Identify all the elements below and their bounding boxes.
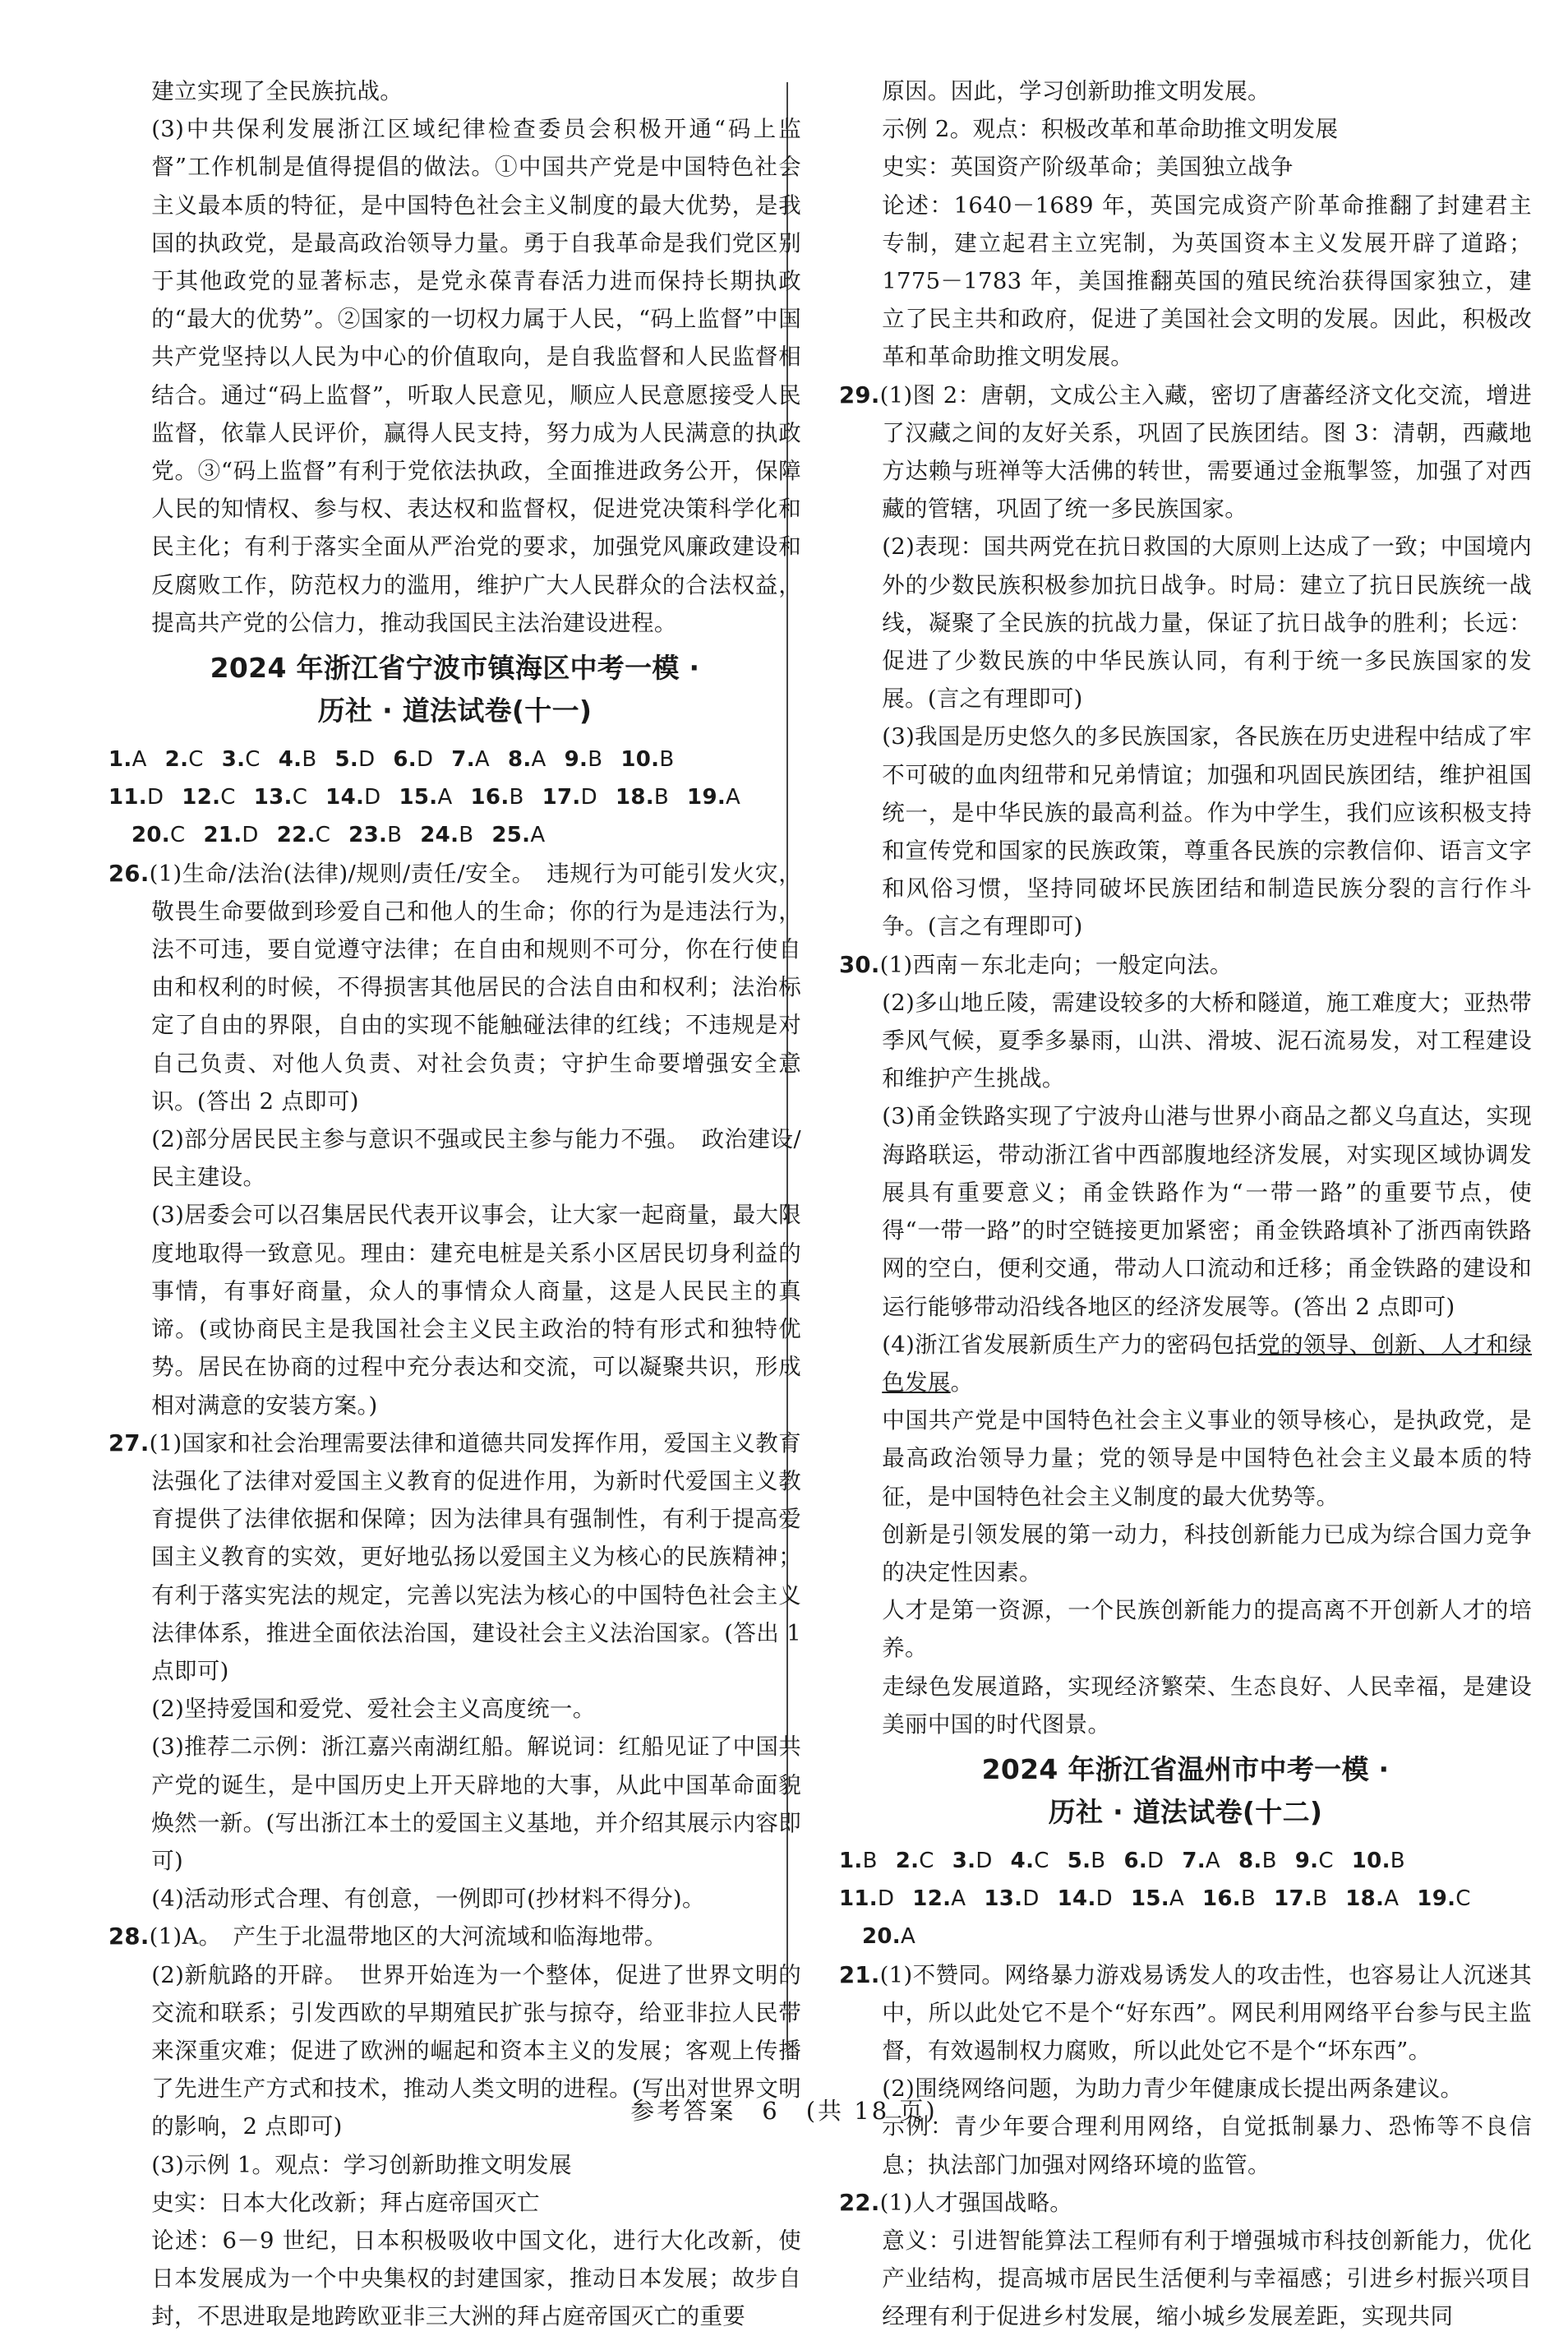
mc-choice: D	[1095, 1886, 1113, 1912]
mc-number: 4.	[278, 747, 302, 773]
mc-number: 10.	[620, 747, 660, 773]
question-number: 26.	[108, 860, 150, 887]
mc-number: 20.	[862, 1924, 901, 1950]
mc-number: 15.	[1130, 1886, 1169, 1912]
paragraph: (2)坚持爱国和爱党、爱社会主义高度统一。	[151, 1696, 596, 1723]
mc-choice: D	[242, 823, 259, 848]
mc-number: 7.	[1182, 1848, 1206, 1873]
mc-choice: A	[726, 785, 741, 810]
mc-choice: D	[364, 785, 381, 810]
answer-row	[839, 1842, 1532, 1880]
mc-answer	[491, 816, 545, 854]
mc-choice: B	[659, 747, 675, 773]
paragraph: (3)甬金铁路实现了宁波舟山港与世界小商品之都义乌直达，实现海路联运，带动浙江省中西部腹地经济发展，对实现区域协调发展具有重要意义；甬金铁路作为“一带一路”的重要节点，使得“一带一路”的时空链接更加紧密；甬金铁路填补了浙西南铁路网的空白，便利交通，带动人口流动和迁移；甬金铁路的建设和运行能够带动沿线各地区的经济发展等。(答出 2 点即可)	[882, 1103, 1532, 1320]
mc-choice: C	[1034, 1848, 1049, 1873]
mc-number: 9.	[564, 747, 588, 773]
exam-subtitle: 历社 · 道法试卷(十二)	[1048, 1795, 1323, 1828]
mc-choice: C	[1455, 1886, 1471, 1912]
paragraph: 走绿色发展道路，实现经济繁荣、生态良好、人民幸福，是建设美丽中国的时代图景。	[882, 1673, 1532, 1738]
mc-answer	[912, 1880, 966, 1918]
underlined-text: 党的领导、创新、人才和绿色发展	[882, 1331, 1532, 1396]
text: (4)浙江省发展新质生产力的密码包括	[882, 1331, 1258, 1358]
mc-answer	[325, 778, 380, 816]
mc-answer	[839, 1880, 894, 1918]
mc-choice: C	[919, 1848, 934, 1873]
paragraph: 史实：英国资产阶级革命；美国独立战争	[882, 154, 1294, 181]
mc-choice: D	[877, 1886, 895, 1912]
mc-choice: A	[1169, 1886, 1185, 1912]
mc-answer	[565, 741, 603, 778]
mc-number: 14.	[325, 785, 365, 810]
mc-answer	[1202, 1880, 1256, 1918]
mc-answer	[108, 778, 164, 816]
mc-number: 16.	[470, 785, 510, 810]
mc-choice: D	[580, 785, 597, 810]
mc-choice: B	[459, 823, 474, 848]
mc-number: 6.	[393, 747, 417, 773]
mc-number: 1.	[839, 1848, 863, 1873]
paragraph: 建立实现了全民族抗战。	[151, 78, 404, 104]
mc-choice: B	[1390, 1848, 1405, 1873]
paragraph: 中国共产党是中国特色社会主义事业的领导核心，是执政党，是最高政治领导力量；党的领导是中国特色社会主义最本质的特征，是中国特色社会主义制度的最大优势等。	[882, 1407, 1532, 1510]
mc-answer	[451, 741, 490, 778]
answer-text: (1)不赞同。网络暴力游戏易诱发人的攻击性，也容易让人沉迷其中，所以此处它不是个“好东西”。网民利用网络平台参与民主监督，有效遏制权力腐败，所以此处它不是个“坏东西”。	[879, 1961, 1532, 2064]
mc-number: 20.	[131, 823, 170, 848]
mc-number: 23.	[348, 823, 388, 848]
paragraph: 人才是第一资源，一个民族创新能力的提高离不开创新人才的培养。	[882, 1597, 1532, 1662]
question-number: 21.	[839, 1961, 880, 1988]
question-number: 28.	[108, 1923, 150, 1951]
mc-answer	[687, 778, 740, 816]
right-column	[839, 72, 1532, 2336]
mc-answer	[222, 741, 261, 778]
mc-number: 11.	[108, 785, 147, 810]
mc-choice: B	[588, 747, 603, 773]
mc-number: 5.	[334, 747, 359, 773]
mc-number: 3.	[221, 747, 246, 773]
multiple-choice-answers	[108, 741, 801, 855]
mc-answer	[616, 778, 669, 816]
paragraph: (3)居委会可以召集居民代表开议事会，让大家一起商量，最大限度地取得一致意见。理由：建充电桩是关系小区居民切身利益的事情，有事好商量，众人的事情众人商量，这是人民民主的真谛。(或协商民主是我国社会主义民主政治的特有形式和独特优势。居民在协商的过程中充分表达和交流，可以凝聚共识，形成相对满意的安装方案。)	[151, 1202, 801, 1419]
mc-answer	[620, 741, 674, 778]
mc-answer	[984, 1880, 1039, 1918]
paragraph: (3)中共保利发展浙江区域纪律检查委员会积极开通“码上监督”工作机制是值得提倡的做法。①中国共产党是中国特色社会主义最本质的特征，是中国特色社会主义制度的最大优势，是我国的执政党，是最高政治领导力量。勇于自我革命是我们党区别于其他政党的显著标志，是党永葆青春活力进而保持长期执政的“最大的优势”。②国家的一切权力属于人民，“码上监督”中国共产党坚持以人民为中心的价值取向，是自我监督和人民监督相结合。通过“码上监督”，听取人民意见，顺应人民意愿接受人民监督，依靠人民评价，赢得人民支持，努力成为人民满意的执政党。③“码上监督”有利于党依法执政，全面推进政务公开，保障人民的知情权、参与权、表达权和监督权，促进党决策科学化和民主化；有利于落实全面从严治党的要求，加强党风廉政建设和反腐败工作，防范权力的滥用，维护广大人民群众的合法权益，提高共产党的公信力，推动我国民主法治建设进程。	[151, 116, 801, 636]
mc-answer	[542, 778, 597, 816]
answer-text: (1)人才强国战略。	[879, 2189, 1073, 2216]
question-number: 30.	[839, 951, 880, 978]
mc-choice: A	[530, 823, 546, 848]
mc-number: 24.	[420, 823, 459, 848]
mc-answer	[203, 816, 258, 854]
mc-choice: B	[1091, 1848, 1106, 1873]
mc-answer	[508, 741, 546, 778]
mc-choice: C	[169, 823, 186, 848]
paragraph: (2)多山地丘陵，需建设较多的大桥和隧道，施工难度大；亚热带季风气候，夏季多暴雨，山洪、滑坡、泥石流易发，对工程建设和维护产生挑战。	[882, 989, 1532, 1092]
mc-answer	[277, 816, 330, 854]
mc-choice: B	[1312, 1886, 1328, 1912]
mc-number: 22.	[276, 823, 316, 848]
mc-answer	[1058, 1880, 1113, 1918]
mc-number: 19.	[687, 785, 726, 810]
mc-number: 18.	[615, 785, 654, 810]
mc-number: 19.	[1417, 1886, 1456, 1912]
mc-number: 12.	[912, 1886, 952, 1912]
mc-answer	[393, 741, 433, 778]
exam-subtitle: 历社 · 道法试卷(十一)	[317, 695, 593, 727]
paragraph: (3)示例 1。观点：学习创新助推文明发展	[151, 2151, 572, 2178]
answer-text: (1)图 2：唐朝，文成公主入藏，密切了唐蕃经济文化交流，增进了汉藏之间的友好关系，巩固了民族团结。图 3：清朝，西藏地方达赖与班禅等大活佛的转世，需要通过金瓶掣签，加强了对西藏的管辖，巩固了统一多民族国家。	[879, 381, 1532, 523]
mc-number: 2.	[164, 747, 189, 773]
mc-answer	[399, 778, 452, 816]
mc-number: 25.	[491, 823, 531, 848]
mc-number: 3.	[952, 1848, 976, 1873]
paragraph: 示例 2。观点：积极改革和革命助推文明发展	[882, 116, 1339, 143]
mc-answer	[182, 778, 235, 816]
mc-choice: C	[1318, 1848, 1334, 1873]
answer-row	[108, 816, 801, 854]
question-30	[839, 946, 1532, 984]
answer-row	[108, 741, 801, 778]
mc-number: 8.	[507, 747, 532, 773]
paragraph: 意义：引进智能算法工程师有利于增强城市科技创新能力，优化产业结构，提高城市居民生活便利与幸福感；引进乡村振兴项目经理有利于促进乡村发展，缩小城乡发展差距，实现共同	[882, 2227, 1532, 2330]
mc-choice: D	[358, 747, 376, 773]
mc-answer	[839, 1842, 878, 1880]
mc-answer	[1182, 1842, 1220, 1880]
mc-answer	[1131, 1880, 1184, 1918]
mc-number: 13.	[984, 1886, 1023, 1912]
paragraph: 原因。因此，学习创新助推文明发展。	[882, 78, 1271, 104]
mc-number: 6.	[1123, 1848, 1148, 1873]
mc-answer	[471, 778, 524, 816]
exam-title: 2024 年浙江省宁波市镇海区中考一模 ·	[210, 652, 700, 685]
mc-number: 14.	[1057, 1886, 1096, 1912]
mc-choice: D	[1022, 1886, 1040, 1912]
paragraph	[839, 1326, 1532, 1401]
mc-answer	[1417, 1880, 1470, 1918]
mc-choice: A	[131, 747, 147, 773]
page-footer: 参考答案 6 (共 18 页)	[630, 2097, 938, 2125]
mc-answer	[862, 1918, 915, 1955]
mc-answer	[1295, 1842, 1334, 1880]
answer-row	[839, 1918, 1532, 1955]
mc-number: 17.	[542, 785, 581, 810]
paragraph: 创新是引领发展的第一动力，科技创新能力已成为综合国力竞争的决定性因素。	[882, 1521, 1532, 1586]
mc-number: 1.	[108, 747, 132, 773]
mc-number: 8.	[1238, 1848, 1262, 1873]
mc-answer	[1011, 1842, 1049, 1880]
mc-choice: B	[1261, 1848, 1277, 1873]
mc-answer	[1123, 1842, 1164, 1880]
mc-choice: D	[146, 785, 164, 810]
question-number: 29.	[839, 381, 880, 409]
mc-answer	[131, 816, 185, 854]
answer-text: (1)生命/法治(法律)/规则/责任/安全。 违规行为可能引发火灾，敬畏生命要做到珍爱自己和他人的生命；你的行为是违法行为，法不可违，要自觉遵守法律；在自由和规则不可分，你在行使自由和权利的时候，不得损害其他居民的合法自由和权利；法治标定了自由的界限，自由的实现不能触碰法律的红线；不违规是对自己负责、对他人负责、对社会负责；守护生命要增强安全意识。(答出 2 点即可)	[149, 860, 801, 1115]
mc-choice: B	[1240, 1886, 1257, 1912]
mc-choice: A	[531, 747, 546, 773]
answer-row	[108, 778, 801, 816]
mc-answer	[254, 778, 307, 816]
paragraph: (2)表现：国共两党在抗日救国的大原则上达成了一致；中国境内外的少数民族积极参加抗日战争。时局：建立了抗日民族统一战线，凝聚了全民族的抗战力量，保证了抗日战争的胜利；长远：促进了少数民族的中华民族认同，有利于统一多民族国家的发展。(言之有理即可)	[882, 533, 1532, 713]
mc-answer	[952, 1842, 993, 1880]
answer-text: (1)西南－东北走向；一般定向法。	[879, 951, 1233, 978]
mc-answer	[1352, 1842, 1405, 1880]
paragraph: (3)我国是历史悠久的多民族国家，各民族在历史进程中结成了牢不可破的血肉纽带和兄弟情谊；加强和巩固民族团结，维护祖国统一，是中华民族的最高利益。作为中学生，我们应该积极支持和宣传党和国家的民族政策，尊重各民族的宗教信仰、语言文字和风俗习惯，坚持同破坏民族团结和制造民族分裂的言行作斗争。(言之有理即可)	[882, 723, 1532, 940]
question-number: 27.	[108, 1429, 150, 1457]
mc-number: 7.	[451, 747, 475, 773]
mc-choice: B	[302, 747, 317, 773]
paragraph: (3)推荐二示例：浙江嘉兴南湖红船。解说词：红船见证了中国共产党的诞生，是中国历史上开天辟地的大事，从此中国革命面貌焕然一新。(写出浙江本土的爱国主义基地，并介绍其展示内容即可)	[151, 1734, 801, 1874]
mc-choice: B	[509, 785, 524, 810]
mc-answer	[334, 741, 375, 778]
mc-answer	[108, 741, 147, 778]
paragraph: (2)部分居民民主参与意识不强或民主参与能力不强。 政治建设/民主建设。	[151, 1126, 801, 1191]
paragraph: (4)活动形式合理、有创意，一例即可(抄材料不得分)。	[151, 1886, 705, 1913]
mc-choice: D	[1147, 1848, 1164, 1873]
mc-choice: A	[900, 1924, 916, 1950]
mc-choice: C	[188, 747, 204, 773]
mc-choice: A	[1205, 1848, 1221, 1873]
question-22	[839, 2184, 1532, 2222]
answer-text: (1)A。 产生于北温带地区的大河流域和临海地带。	[149, 1923, 667, 1951]
mc-choice: C	[292, 785, 308, 810]
question-29	[839, 376, 1532, 529]
mc-number: 16.	[1202, 1886, 1241, 1912]
mc-choice: A	[437, 785, 453, 810]
mc-answer	[1238, 1842, 1277, 1880]
mc-answer	[1345, 1880, 1399, 1918]
mc-choice: B	[653, 785, 670, 810]
mc-choice: A	[951, 1886, 966, 1912]
paragraph: 论述：6－9 世纪，日本积极吸收中国文化，进行大化改新，使日本发展成为一个中央集权的封建国家，推动日本发展；故步自封，不思进取是地跨欧亚非三大洲的拜占庭帝国灭亡的重要	[151, 2227, 801, 2330]
mc-answer	[348, 816, 402, 854]
mc-answer	[279, 741, 317, 778]
mc-number: 12.	[182, 785, 221, 810]
paragraph: (2)围绕网络问题，为助力青少年健康成长提出两条建议。	[882, 2075, 1464, 2103]
mc-choice: C	[245, 747, 261, 773]
mc-number: 18.	[1345, 1886, 1385, 1912]
question-26	[108, 855, 801, 1120]
answer-row	[839, 1880, 1532, 1918]
multiple-choice-answers	[839, 1842, 1532, 1956]
mc-choice: A	[1384, 1886, 1400, 1912]
mc-number: 10.	[1351, 1848, 1390, 1873]
mc-number: 2.	[895, 1848, 920, 1873]
text: 。	[950, 1369, 974, 1396]
mc-choice: C	[220, 785, 236, 810]
exam-title: 2024 年浙江省温州市中考一模 ·	[981, 1752, 1390, 1785]
mc-choice: A	[474, 747, 490, 773]
mc-answer	[420, 816, 473, 854]
mc-choice: B	[387, 823, 403, 848]
question-number: 22.	[839, 2189, 880, 2216]
mc-number: 17.	[1274, 1886, 1313, 1912]
paragraph: 论述：1640－1689 年，英国完成资产阶革命推翻了封建君主专制，建立起君主立宪制，为英国资本主义发展开辟了道路；1775－1783 年，美国推翻英国的殖民统治获得国家独立，建立了民主共和政府，促进了美国社会文明的发展。因此，积极改革和革命助推文明发展。	[882, 192, 1532, 371]
mc-number: 4.	[1010, 1848, 1035, 1873]
mc-number: 15.	[399, 785, 438, 810]
mc-choice: B	[862, 1848, 878, 1873]
mc-number: 11.	[839, 1886, 878, 1912]
answer-text: (1)国家和社会治理需要法律和道德共同发挥作用，爱国主义教育法强化了法律对爱国主义教育的促进作用，为新时代爱国主义教育提供了法律依据和保障；因为法律具有强制性，有利于提高爱国主义教育的实效，更好地弘扬以爱国主义为核心的民族精神；有利于落实宪法的规定，完善以宪法为核心的中国特色社会主义法律体系，推进全面依法治国，建设社会主义法治国家。(答出 1 点即可)	[149, 1429, 801, 1684]
mc-answer	[1068, 1842, 1106, 1880]
mc-choice: C	[315, 823, 331, 848]
mc-choice: D	[416, 747, 434, 773]
paragraph: (2)新航路的开辟。 世界开始连为一个整体，促进了世界文明的交流和联系；引发西欧的早期殖民扩张与掠夺，给亚非拉人民带来深重灾难；促进了欧洲的崛起和资本主义的发展；客观上传播了先进生产方式和技术，推动人类文明的进程。(写出对世界文明的影响，2 点即可)	[151, 1961, 801, 2140]
question-21	[839, 1956, 1532, 2071]
mc-number: 21.	[203, 823, 242, 848]
question-27	[108, 1424, 801, 1690]
mc-number: 5.	[1067, 1848, 1091, 1873]
mc-number: 13.	[253, 785, 293, 810]
left-column	[108, 72, 801, 2336]
mc-answer	[165, 741, 204, 778]
mc-number: 9.	[1294, 1848, 1319, 1873]
mc-choice: D	[975, 1848, 993, 1873]
paragraph: 示例：青少年要合理利用网络，自觉抵制暴力、恐怖等不良信息；执法部门加强对网络环境的监管。	[882, 2113, 1532, 2178]
mc-answer	[1274, 1880, 1327, 1918]
question-28	[108, 1918, 801, 1955]
mc-answer	[896, 1842, 934, 1880]
paragraph: 史实：日本大化改新；拜占庭帝国灭亡	[151, 2189, 540, 2216]
